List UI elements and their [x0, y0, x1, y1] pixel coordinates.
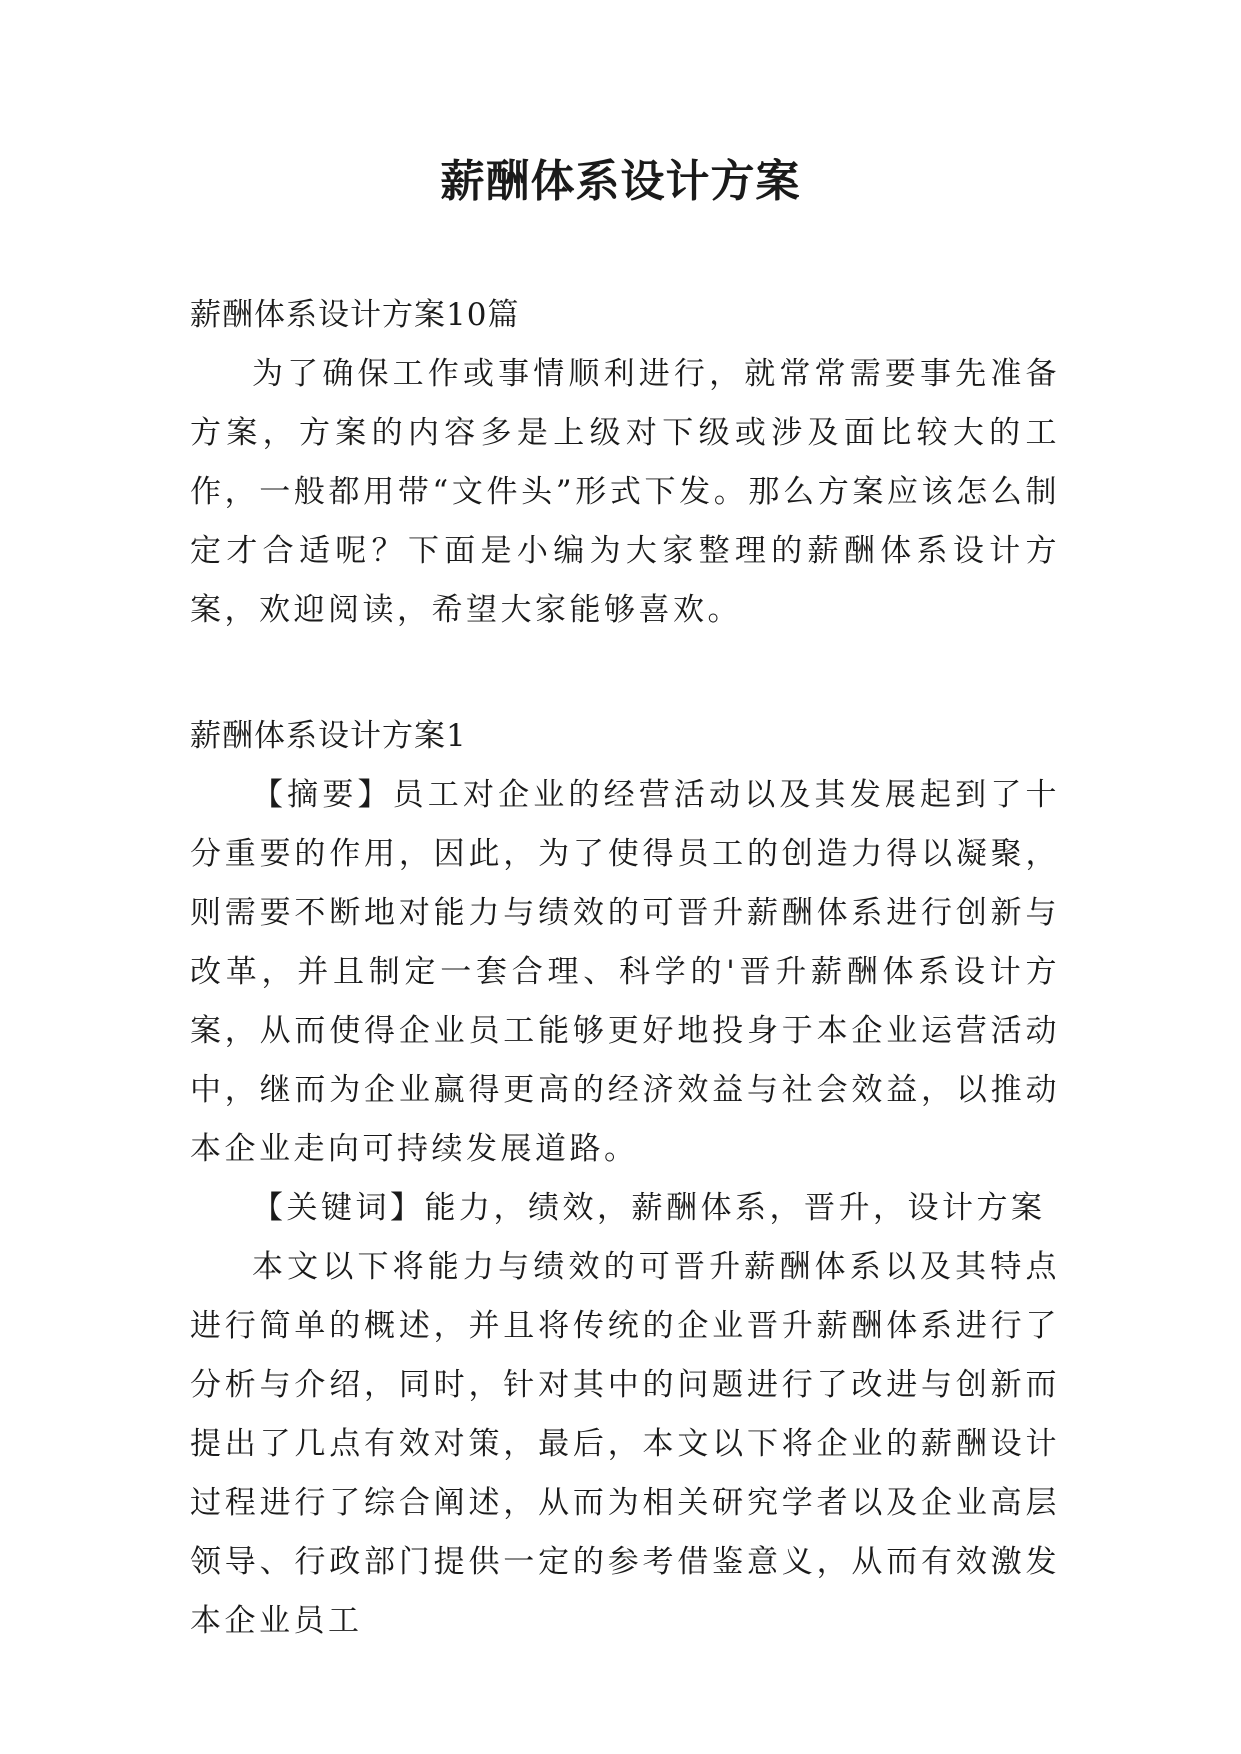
document-title: 薪酬体系设计方案: [440, 156, 801, 207]
body-paragraph: 本文以下将能力与绩效的可晋升薪酬体系以及其特点进行简单的概述，并且将传统的企业晋升薪酬体系进行了分析与介绍，同时，针对其中的问题进行了改进与创新而提出了几点有效对策，最后，本文以下将企业的薪酬设计过程进行了综合阐述，从而为相关研究学者以及企业高层领导、行政部门提供一定的参考借鉴意义，从而有效激发本企业员工: [190, 1249, 1060, 1639]
intro-heading: 薪酬体系设计方案10篇: [190, 297, 520, 333]
keywords-paragraph: 【关键词】能力，绩效，薪酬体系，晋升，设计方案: [252, 1190, 1046, 1226]
section-spacer: [190, 640, 1060, 707]
intro-paragraph: 为了确保工作或事情顺利进行，就常常需要事先准备方案，方案的内容多是上级对下级或涉及面比较大的工作，一般都用带“文件头”形式下发。那么方案应该怎么制定才合适呢？下面是小编为大家整理的薪酬体系设计方案，欢迎阅读，希望大家能够喜欢。: [190, 356, 1060, 628]
abstract-paragraph: 【摘要】员工对企业的经营活动以及其发展起到了十分重要的作用，因此，为了使得员工的创造力得以凝聚，则需要不断地对能力与绩效的可晋升薪酬体系进行创新与改革，并且制定一套合理、科学的'晋升薪酬体系设计方案，从而使得企业员工能够更好地投身于本企业运营活动中，继而为企业赢得更高的经济效益与社会效益，以推动本企业走向可持续发展道路。: [190, 777, 1060, 1167]
document-body: [190, 286, 1060, 1651]
section-1-heading: 薪酬体系设计方案1: [190, 718, 467, 754]
